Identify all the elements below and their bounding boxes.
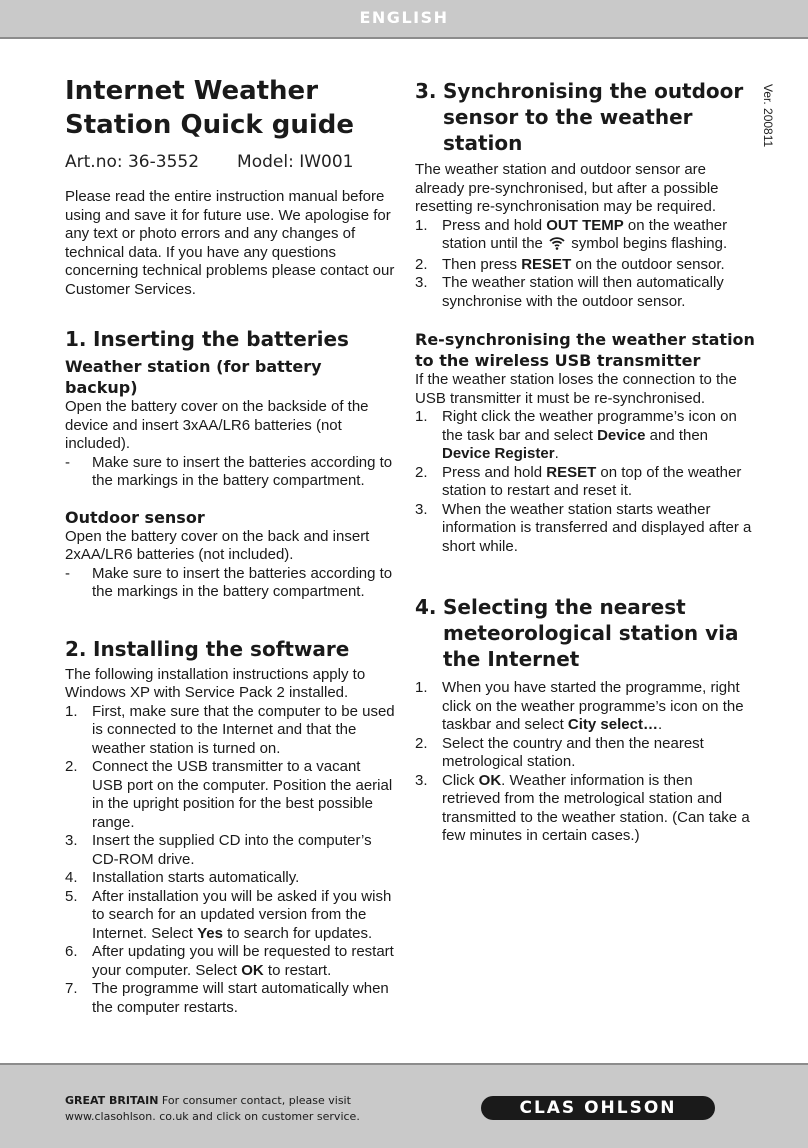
section-number: 2. <box>65 636 87 661</box>
section-batteries <box>65 326 395 602</box>
step-number: 3. <box>415 274 428 291</box>
section-heading <box>415 594 755 672</box>
wifi-signal-icon <box>549 236 565 256</box>
section-heading <box>65 636 395 662</box>
list-item <box>65 888 395 944</box>
list-item <box>415 256 755 275</box>
emphasis-ok: OK <box>478 771 502 789</box>
section-title: Inserting the batteries <box>93 327 349 351</box>
section-title: Installing the software <box>93 636 350 661</box>
step-text-part: on the outdoor sensor. <box>571 255 725 273</box>
weather-station-notes <box>65 454 395 491</box>
list-item <box>65 758 395 832</box>
resync-intro: If the weather station loses the connection to the USB transmitter it must be re-synchronised. <box>415 371 737 407</box>
intro-text: Please read the entire instruction manual before using and save it for future use. We apologise for any text or photo errors and any changes of technical data. If you have any questions concerning technical problems please contact our Customer Services. <box>65 188 395 298</box>
subheading-weather-station: Weather station (for battery backup) <box>65 357 322 397</box>
footer-contact-text: For consumer contact, please visit www.clasohlson. co.uk and click on customer service. <box>65 1094 360 1123</box>
step-text-part: . Weather information is then retrieved from the metrological station and transmitted to the weather station. (Can take a few minutes in certain cases.) <box>442 771 750 844</box>
subheading-outdoor-sensor: Outdoor sensor <box>65 507 205 527</box>
step-text: Insert the supplied CD into the computer’s CD-ROM drive. <box>92 832 372 868</box>
step-text-part: Right click the weather programme’s icon on the task bar and select <box>442 408 737 444</box>
software-intro: The following installation instructions apply to Windows XP with Service Pack 2 installed. <box>65 665 366 701</box>
step-text-part: Then press <box>442 255 522 273</box>
step-number: 2. <box>65 758 78 775</box>
step-text <box>92 943 395 980</box>
brand-logo: CLAS OHLSON <box>481 1096 715 1120</box>
outdoor-sensor-notes <box>65 565 395 602</box>
step-number: 3. <box>415 500 428 518</box>
step-number: 2. <box>415 463 428 481</box>
weather-station-text: Open the battery cover on the backside of the device and insert 3xAA/LR6 batteries (not included). <box>65 398 369 452</box>
list-item <box>65 980 395 1017</box>
subheading-resync: Re-synchronising the weather station to the wireless USB transmitter <box>415 330 755 370</box>
emphasis-ok: OK <box>241 961 264 979</box>
section-heading <box>415 78 755 156</box>
step-text: Installation starts automatically. <box>92 869 300 886</box>
product-info <box>65 152 395 172</box>
list-item <box>415 679 755 735</box>
list-item <box>415 217 755 256</box>
list-item <box>415 464 755 501</box>
emphasis-reset: RESET <box>521 255 572 273</box>
step-text-part: When you have started the programme, right click on the weather programme’s icon on the taskbar and select <box>442 679 744 733</box>
section-number: 4. <box>415 595 437 619</box>
step-text-part: to restart. <box>263 961 332 979</box>
list-item <box>415 408 755 464</box>
right-column <box>415 78 755 846</box>
step-number: 1. <box>415 408 428 425</box>
step-text <box>442 217 755 256</box>
step-text: First, make sure that the computer to be used is connected to the Internet and that the weather station is turned on. <box>92 702 395 757</box>
step-text-part: . <box>554 445 559 462</box>
section-number: 1. <box>65 327 87 351</box>
meteorological-steps <box>415 679 755 846</box>
step-text <box>442 772 755 846</box>
step-number: 5. <box>65 887 78 905</box>
step-number: 7. <box>65 980 78 997</box>
list-item-text: Make sure to insert the batteries according to the markings in the battery compartment. <box>92 564 393 600</box>
step-number: 4. <box>65 869 78 886</box>
page-title: Internet Weather Station Quick guide <box>65 76 355 140</box>
step-number: 2. <box>415 734 428 752</box>
step-text: The programme will start automatically when the computer restarts. <box>92 980 389 1016</box>
step-text-part: Press and hold <box>442 216 547 234</box>
step-text-part: . <box>657 716 663 733</box>
step-text <box>442 464 755 501</box>
list-item <box>415 274 755 311</box>
version-label: Ver. 200811 <box>761 84 775 148</box>
step-number: 6. <box>65 943 78 960</box>
step-text: Connect the USB transmitter to a vacant USB port on the computer. Position the aerial in the upright position for the best possible range. <box>92 758 393 831</box>
bullet-mark: - <box>65 564 70 582</box>
emphasis-yes: Yes <box>197 924 223 942</box>
step-text-part: and then <box>645 426 709 444</box>
section-resync <box>415 329 755 556</box>
sync-steps <box>415 217 755 312</box>
footer-contact <box>65 1093 435 1125</box>
step-text-part: on the weather station until the <box>442 216 728 252</box>
section-title: Synchronising the outdoor sensor to the weather station <box>443 79 744 155</box>
list-item <box>415 772 755 846</box>
emphasis-device-register: Device Register <box>442 445 555 462</box>
resync-steps <box>415 408 755 556</box>
step-text: Select the country and then the nearest metrological station. <box>442 734 704 770</box>
step-number: 3. <box>65 832 78 849</box>
emphasis-reset: RESET <box>546 463 597 481</box>
list-item <box>415 501 755 557</box>
step-number: 1. <box>415 679 428 696</box>
section-title: Selecting the nearest meteorological station via the Internet <box>443 595 739 671</box>
step-text-part: Press and hold <box>442 463 547 481</box>
step-text: When the weather station starts weather information is transferred and displayed after a short while. <box>442 500 752 555</box>
step-text <box>442 679 755 735</box>
list-item <box>65 454 395 491</box>
step-text-part: to search for updates. <box>222 924 373 942</box>
step-number: 3. <box>415 771 428 789</box>
list-item <box>65 565 395 602</box>
list-item <box>65 703 395 759</box>
step-text-part: After updating you will be requested to restart your computer. Select <box>92 943 394 979</box>
section-meteorological <box>415 594 755 846</box>
section-heading <box>65 326 395 352</box>
software-steps <box>65 703 395 1018</box>
list-item <box>65 869 395 888</box>
list-item <box>65 832 395 869</box>
outdoor-sensor-text: Open the battery cover on the back and insert 2xAA/LR6 batteries (not included). <box>65 527 370 563</box>
bullet-mark: - <box>65 453 70 471</box>
step-text-part: Click <box>442 771 479 789</box>
section-software <box>65 636 395 1018</box>
sync-intro: The weather station and outdoor sensor are already pre-synchronised, but after a possible resetting re-synchronisation may be required. <box>415 161 719 215</box>
step-text-part: symbol begins flashing. <box>567 235 728 252</box>
left-column <box>65 74 395 1017</box>
step-text: The weather station will then automatically synchronise with the outdoor sensor. <box>442 274 724 310</box>
emphasis-out-temp: OUT TEMP <box>546 216 624 234</box>
step-text <box>442 256 755 275</box>
footer-bar <box>0 1063 808 1148</box>
article-number: Art.no: 36-3552 <box>65 152 200 172</box>
list-item <box>415 735 755 772</box>
step-text-part: on top of the weather station to restart and reset it. <box>442 463 742 499</box>
header-bar <box>0 0 808 39</box>
language-label: ENGLISH <box>359 8 449 27</box>
emphasis-city-select: City select… <box>567 716 658 733</box>
step-text <box>92 888 395 944</box>
step-number: 1. <box>415 216 428 234</box>
step-text-part: After installation you will be asked if you wish to search for an updated version from the Internet. Select <box>92 887 392 942</box>
step-number: 2. <box>415 255 428 273</box>
emphasis-device: Device <box>597 426 646 444</box>
section-synchronising <box>415 78 755 311</box>
step-text <box>442 408 755 464</box>
model-number: Model: IW001 <box>237 152 354 172</box>
step-number: 1. <box>65 702 78 720</box>
footer-country: GREAT BRITAIN <box>65 1094 159 1107</box>
list-item-text: Make sure to insert the batteries according to the markings in the battery compartment. <box>92 453 393 489</box>
list-item <box>65 943 395 980</box>
section-number: 3. <box>415 79 437 103</box>
